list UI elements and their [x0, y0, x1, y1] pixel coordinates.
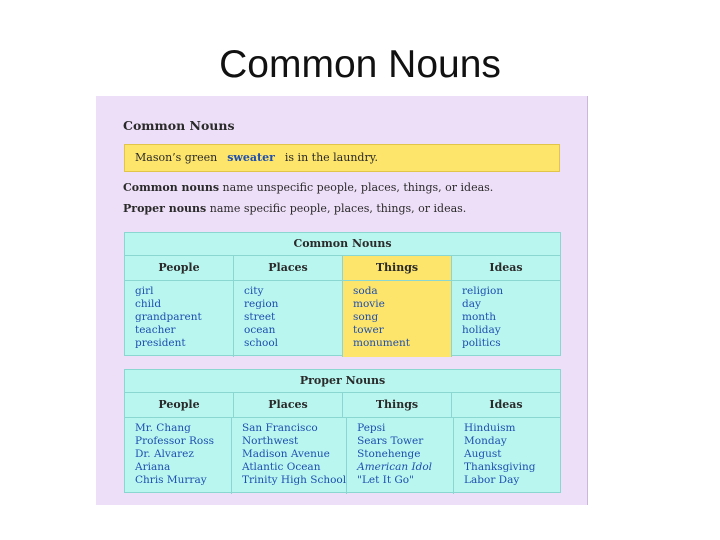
list-item: Madison Avenue [241, 448, 330, 460]
example-after: is in the laundry. [284, 151, 378, 164]
list-item: Thanksgiving [464, 461, 536, 473]
list-item: Professor Ross [135, 435, 214, 447]
column-header-highlighted: Things [343, 256, 452, 280]
ideas-column [452, 281, 560, 357]
table-body [125, 418, 560, 494]
common-noun-definition-text: name unspecific people, places, things, or ideas. [219, 181, 494, 194]
column-header: Places [234, 256, 343, 280]
list-item: Ariana [135, 461, 171, 473]
list-item: Hinduism [464, 422, 516, 434]
list-item: movie [353, 298, 385, 310]
list-item: ocean [244, 324, 276, 336]
list-item: Stonehenge [357, 448, 421, 460]
list-item: grandparent [135, 311, 202, 323]
example-highlight-noun: sweater [227, 151, 275, 164]
list-item: soda [353, 285, 378, 297]
table-body [125, 281, 560, 357]
panel-heading: Common Nouns [123, 118, 235, 133]
proper-noun-definition [123, 202, 466, 215]
list-item: tower [353, 324, 384, 336]
list-item: street [244, 311, 276, 323]
list-item: monument [353, 337, 410, 349]
common-nouns-table [124, 232, 561, 356]
list-item: day [462, 298, 481, 310]
proper-noun-term: Proper nouns [123, 202, 207, 215]
noun-chart-image [96, 96, 588, 505]
column-header: People [125, 256, 234, 280]
column-header: Ideas [489, 398, 523, 411]
people-column [125, 418, 232, 494]
table-header-row [125, 256, 560, 281]
list-item: president [135, 337, 186, 349]
list-item: American Idol [357, 461, 433, 473]
list-item: teacher [135, 324, 176, 336]
list-item: Monday [464, 435, 507, 447]
table-caption: Common Nouns [125, 233, 560, 256]
list-item: Sears Tower [357, 435, 424, 447]
list-item: San Francisco [241, 422, 318, 434]
ideas-column [454, 418, 560, 494]
list-item: Chris Murray [135, 474, 207, 486]
people-column [125, 281, 234, 357]
list-item: August [464, 448, 502, 460]
list-item: Trinity High School [241, 474, 347, 486]
table-header-row [125, 393, 560, 418]
list-item: region [244, 298, 279, 310]
list-item: girl [135, 285, 154, 297]
list-item: Labor Day [464, 474, 520, 486]
list-item: city [244, 285, 264, 297]
list-item: month [462, 311, 497, 323]
list-item: religion [462, 285, 504, 297]
list-item: Pepsi [357, 422, 386, 434]
list-item: song [353, 311, 379, 323]
common-noun-term: Common nouns [123, 181, 220, 194]
example-sentence [124, 144, 560, 172]
list-item: school [244, 337, 279, 349]
things-column-highlighted [343, 281, 452, 357]
column-header: Places [234, 393, 343, 417]
slide-title: Common Nouns [219, 43, 501, 86]
proper-noun-definition-text: name specific people, places, things, or ideas. [206, 202, 467, 215]
column-header: People [125, 393, 234, 417]
example-before: Mason’s green [135, 151, 218, 164]
list-item: holiday [462, 324, 501, 336]
things-column [347, 418, 454, 494]
list-item: Dr. Alvarez [135, 448, 194, 460]
places-column [234, 281, 343, 357]
proper-nouns-table [124, 369, 561, 493]
list-item: Mr. Chang [135, 422, 191, 434]
table-caption: Proper Nouns [125, 370, 560, 393]
places-column [232, 418, 347, 494]
column-header: Ideas [489, 261, 523, 274]
list-item: "Let It Go" [357, 474, 414, 486]
common-noun-definition [123, 181, 493, 194]
list-item: Atlantic Ocean [241, 461, 321, 473]
list-item: child [135, 298, 162, 310]
column-header: Things [343, 393, 452, 417]
list-item: politics [462, 337, 501, 349]
list-item: Northwest [241, 435, 299, 447]
